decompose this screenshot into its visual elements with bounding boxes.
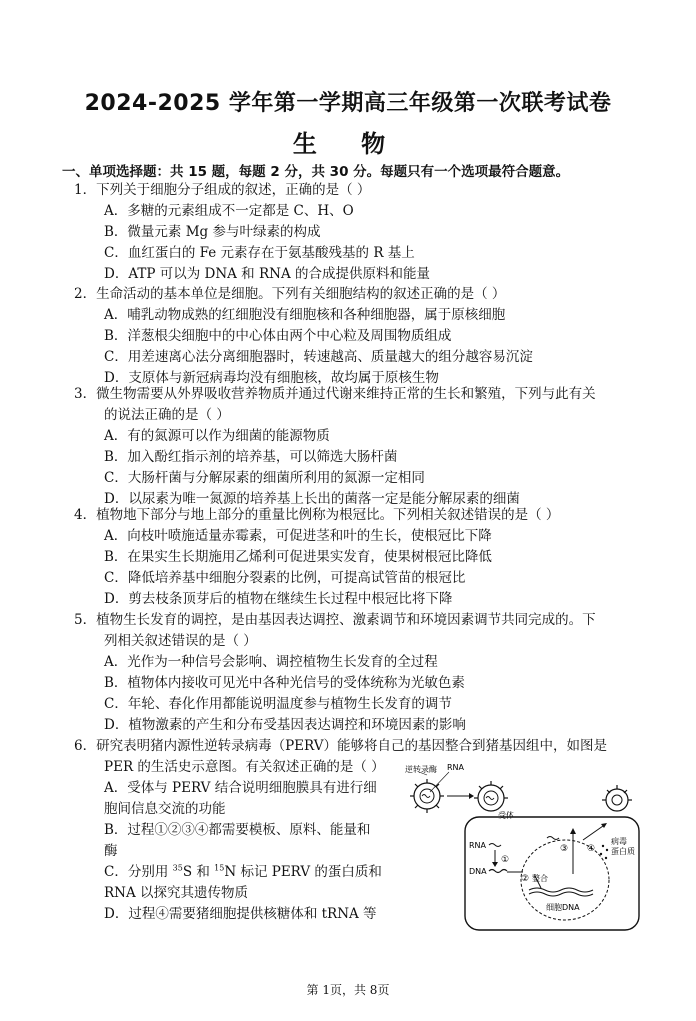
- question-4-stem: 4．植物地下部分与地上部分的重量比例称为根冠比。下列相关叙述错误的是（ ）: [74, 507, 560, 523]
- q5-option-b: B．植物体内接收可见光中各种光信号的受体统称为光敏色素: [104, 675, 465, 691]
- q5-option-d: D．植物激素的产生和分布受基因表达调控和环境因素的影响: [104, 717, 466, 733]
- label-virus-protein-2: 蛋白质: [611, 847, 635, 856]
- virus-particle-binding: [474, 781, 508, 811]
- step-3-label: ③: [560, 844, 569, 854]
- label-dna: DNA: [469, 867, 487, 876]
- question-2-stem: 2．生命活动的基本单位是细胞。下列有关细胞结构的叙述正确的是（ ）: [74, 286, 506, 302]
- q4-option-c: C．降低培养基中细胞分裂素的比例，可提高试管苗的根冠比: [104, 570, 466, 586]
- question-5-stem-cont: 列相关叙述错误的是（ ）: [104, 633, 257, 649]
- q1-option-d: D．ATP 可以为 DNA 和 RNA 的合成提供原料和能量: [104, 266, 430, 282]
- q3-option-a: A．有的氮源可以作为细菌的能源物质: [104, 428, 330, 444]
- label-integrate: 整合: [532, 874, 548, 883]
- q2-option-a: A．哺乳动物成熟的红细胞没有细胞核和各种细胞器，属于原核细胞: [104, 307, 506, 323]
- label-rna-top: RNA: [447, 763, 465, 772]
- section-heading: 一、单项选择题：共 15 题，每题 2 分，共 30 分。每题只有一个选项最符合题意。: [62, 164, 570, 180]
- question-5-stem: 5．植物生长发育的调控，是由基因表达调控、激素调节和环境因素调节共同完成的。下: [74, 612, 596, 628]
- step-1-label: ①: [501, 855, 510, 865]
- q3-option-b: B．加入酚红指示剂的培养基，可以筛选大肠杆菌: [104, 449, 398, 465]
- label-receptor: 受体: [498, 811, 514, 820]
- q2-option-d: D．支原体与新冠病毒均没有细胞核，故均属于原核生物: [104, 370, 439, 386]
- virus-particle-budding: [602, 785, 632, 811]
- protein-dots: [600, 845, 608, 859]
- step-4-label: ④: [587, 844, 596, 854]
- q1-option-c: C．血红蛋白的 Fe 元素存在于氨基酸残基的 R 基上: [104, 245, 415, 261]
- label-rna: RNA: [469, 841, 487, 850]
- cell-dna-strand: [529, 888, 593, 892]
- subject-title: 生 物: [292, 130, 404, 158]
- question-6-stem-cont: PER 的生活史示意图。有关叙述正确的是（ ）: [104, 759, 385, 775]
- label-virus-protein-1: 病毒: [611, 837, 627, 846]
- q6-option-a-cont: 胞间信息交流的功能: [104, 801, 226, 817]
- q5-option-a: A．光作为一种信号会影响、调控植物生长发育的全过程: [104, 654, 438, 670]
- label-cell-dna: 细胞DNA: [546, 903, 580, 912]
- q4-option-a: A．向枝叶喷施适量赤霉素，可促进茎和叶的生长，使根冠比下降: [104, 528, 492, 544]
- q2-option-b: B．洋葱根尖细胞中的中心体由两个中心粒及周围物质组成: [104, 328, 452, 344]
- virus-particle-outside: [410, 772, 449, 813]
- q1-option-a: A．多糖的元素组成不一定都是 C、H、O: [104, 203, 354, 219]
- question-6-stem: 6．研究表明猪内源性逆转录病毒（PERV）能够将自己的基因整合到猪基因组中，如图是: [74, 738, 607, 754]
- q5-option-c: C．年轮、春化作用都能说明温度参与植物生长发育的调节: [104, 696, 452, 712]
- question-3-stem: 3．微生物需要从外界吸收营养物质并通过代谢来维持正常的生长和繁殖，下列与此有关: [74, 386, 596, 402]
- q3-option-d: D．以尿素为唯一氮源的培养基上长出的菌落一定是能分解尿素的细菌: [104, 491, 520, 507]
- q6-option-b-cont: 酶: [104, 843, 118, 859]
- q6-option-a: A．受体与 PERV 结合说明细胞膜具有进行细: [104, 780, 377, 796]
- label-reverse-transcriptase: 逆转录酶: [405, 765, 437, 774]
- q6-option-c: C．分别用 $^{35}$S 和 $^{15}$N 标记 PERV 的蛋白质和: [104, 863, 382, 880]
- perv-lifecycle-figure: [405, 762, 645, 934]
- question-1-stem: 1．下列关于细胞分子组成的叙述，正确的是（ ）: [74, 182, 371, 198]
- q6-option-c-cont: RNA 以探究其遗传物质: [104, 885, 249, 901]
- q4-option-d: D．剪去枝条顶芽后的植物在继续生长过程中根冠比将下降: [104, 591, 453, 607]
- step-2-label: ②: [521, 874, 530, 884]
- q2-option-c: C．用差速离心法分离细胞器时，转速越高、质量越大的组分越容易沉淀: [104, 349, 533, 365]
- q3-option-c: C．大肠杆菌与分解尿素的细菌所利用的氮源一定相同: [104, 470, 425, 486]
- page-footer: 第 1页，共 8页: [306, 983, 390, 997]
- q6-option-d: D．过程④需要猪细胞提供核糖体和 tRNA 等: [104, 906, 377, 922]
- q6-option-b: B．过程①②③④都需要模板、原料、能量和: [104, 822, 371, 838]
- exam-title: 2024-2025 学年第一学期高三年级第一次联考试卷: [84, 91, 612, 116]
- question-3-stem-cont: 的说法正确的是（ ）: [104, 407, 230, 423]
- q4-option-b: B．在果实生长期施用乙烯利可促进果实发育，使果树根冠比降低: [104, 549, 492, 565]
- cell-membrane: [465, 817, 639, 930]
- q1-option-b: B．微量元素 Mg 参与叶绿素的构成: [104, 224, 321, 240]
